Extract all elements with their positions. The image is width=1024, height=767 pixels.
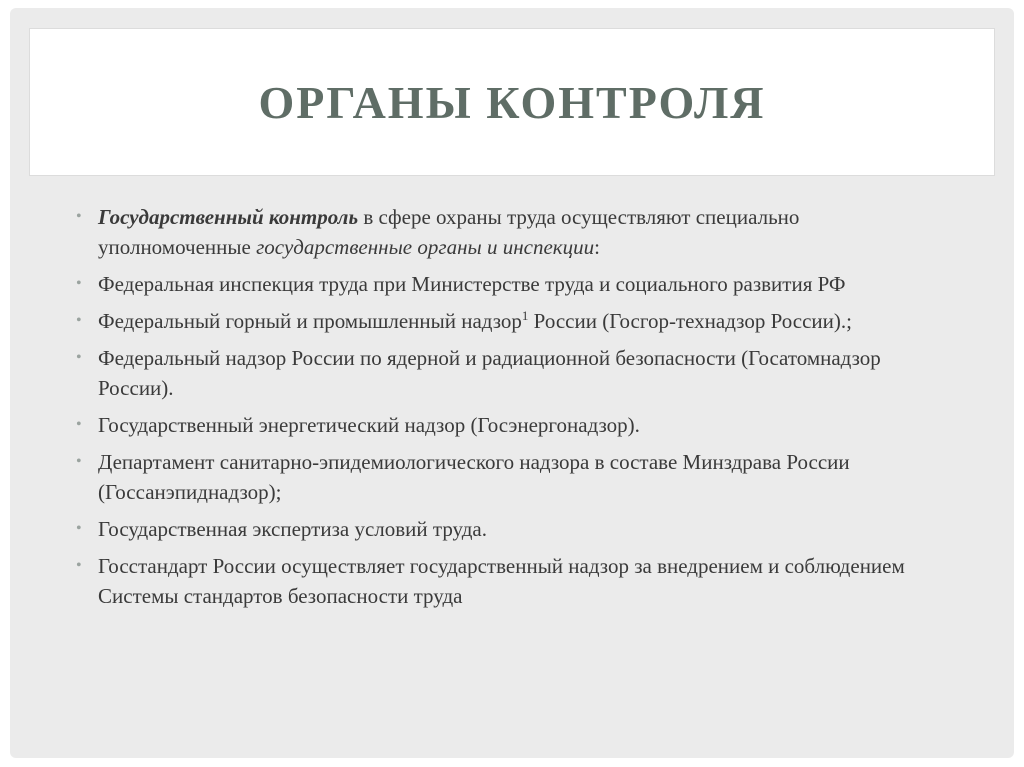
bullet-icon: • [76,416,82,433]
item-bold-italic: Государственный контроль [98,205,359,229]
item-tail: России (Госгор-технадзор России).; [528,309,852,333]
bullet-icon: • [76,520,82,537]
list-item [76,306,956,336]
list-item [76,202,956,262]
list-item [76,343,956,403]
title-band [30,29,994,175]
bullet-icon: • [76,349,82,366]
item-text: Госстандарт России осуществляет государственный надзор за внедрением и соблюдением Системы стандартов безопасности труда [98,554,905,608]
item-italic: государственные органы и инспекции [256,235,595,259]
list-item [76,514,956,544]
list-item [76,551,956,611]
slide-content [76,202,956,618]
bullet-icon: • [76,208,82,225]
list-item [76,269,956,299]
item-text: Федеральный надзор России по ядерной и радиационной безопасности (Госатомнадзор России). [98,346,881,400]
item-text: Федеральный горный и промышленный надзор [98,309,522,333]
item-tail: : [594,235,600,259]
footnote-marker: 1 [521,308,529,323]
item-text: Государственная экспертиза условий труда. [98,517,487,541]
item-text: Государственный энергетический надзор (Госэнергонадзор). [98,413,640,437]
item-text: Федеральная инспекция труда при Министерстве труда и социального развития РФ [98,272,846,296]
bullet-icon: • [76,312,82,329]
item-text: в сфере охраны труда осуществляют специально уполномоченные [98,205,800,259]
bullet-icon: • [76,557,82,574]
item-text: Департамент санитарно-эпидемиологического надзора в составе Минздрава России (Госсанэпиднадзор); [98,450,850,504]
slide [10,8,1014,758]
list-item [76,410,956,440]
slide-title: ОРГАНЫ КОНТРОЛЯ [258,76,766,128]
bullet-list [76,202,956,611]
bullet-icon: • [76,275,82,292]
bullet-icon: • [76,453,82,470]
list-item [76,447,956,507]
